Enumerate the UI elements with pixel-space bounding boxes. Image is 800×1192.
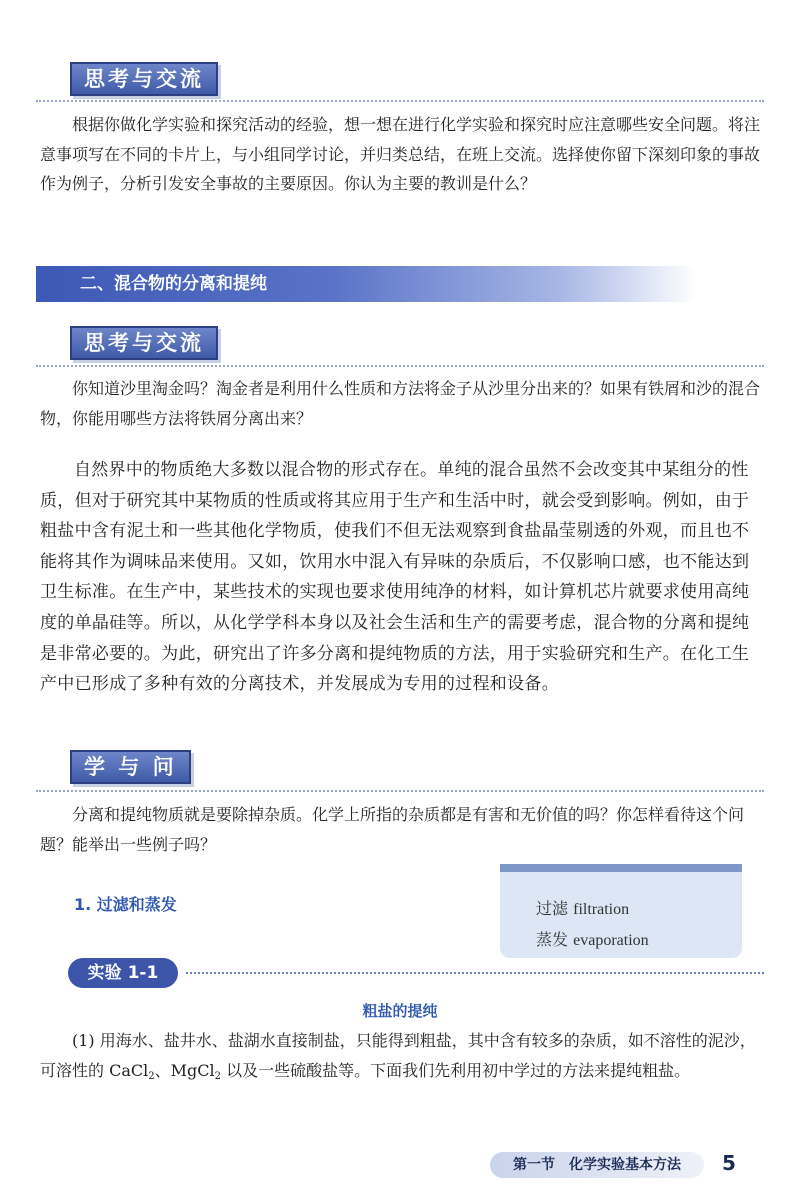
experiment-dotted-line bbox=[186, 972, 764, 974]
subsection-heading: 1. 过滤和蒸发 bbox=[74, 895, 177, 914]
footer-section-label: 第一节 化学实验基本方法 bbox=[490, 1152, 704, 1178]
page-number: 5 bbox=[722, 1151, 736, 1175]
learn-ask-text: 分离和提纯物质就是要除掉杂质。化学上所指的杂质都是有害和无价值的吗？你怎样看待这个问题？能举出一些例子吗？ bbox=[40, 805, 745, 854]
experiment-text-part: 、MgCl bbox=[154, 1060, 215, 1080]
think-discuss-text-2: 你知道沙里淘金吗？淘金者是利用什么性质和方法将金子从沙里分出来的？如果有铁屑和沙的混合物，你能用哪些方法将铁屑分离出来？ bbox=[40, 379, 761, 428]
learn-ask-label: 学 与 问 bbox=[70, 750, 191, 784]
experiment-text-part: (1) 用海水、盐井水、盐湖水直接制盐，只能得到粗盐，其中含有较多的杂质，如不溶性的泥沙，可溶性的 CaCl bbox=[40, 1031, 756, 1080]
think-discuss-label-1: 思考与交流 bbox=[70, 62, 218, 96]
think-discuss-text-1: 根据你做化学实验和探究活动的经验，想一想在进行化学实验和探究时应注意哪些安全问题。将注意事项写在不同的卡片上，与小组同学讨论，并归类总结，在班上交流。选择使你留下深刻印象的事故作为例子，分析引发安全事故的主要原因。你认为主要的教训是什么？ bbox=[40, 115, 761, 193]
subscript: 2 bbox=[214, 1070, 221, 1082]
vocabulary-box bbox=[500, 864, 742, 958]
think-discuss-label-2: 思考与交流 bbox=[70, 326, 218, 360]
vocab-cn: 过滤 bbox=[536, 899, 569, 918]
vocab-en: filtration bbox=[573, 901, 630, 918]
experiment-label: 实验 1-1 bbox=[68, 958, 178, 988]
experiment-title: 粗盐的提纯 bbox=[362, 1002, 438, 1020]
body-paragraph: 自然界中的物质绝大多数以混合物的形式存在。单纯的混合虽然不会改变其中某组分的性质，但对于研究其中某物质的性质或将其应用于生产和生活中时，就会受到影响。例如，由于粗盐中含有泥土和一些其他化学物质，使我们不但无法观察到食盐晶莹剔透的外观，而且也不能将其作为调味品来使用。又如，饮用水中混入有异味的杂质后，不仅影响口感，也不能达到卫生标准。在生产中，某些技术的实现也要求使用纯净的材料，如计算机芯片就要求使用高纯度的单晶硅等。所以，从化学学科本身以及社会生活和生产的需要考虑，混合物的分离和提纯是非常必要的。为此，研究出了许多分离和提纯物质的方法，用于实验研究和生产。在化工生产中已形成了多种有效的分离技术，并发展成为专用的过程和设备。 bbox=[40, 460, 750, 695]
vocab-item bbox=[536, 925, 742, 956]
experiment-text-part: 以及一些硫酸盐等。下面我们先利用初中学过的方法来提纯粗盐。 bbox=[220, 1060, 691, 1080]
dotted-divider-1 bbox=[36, 100, 764, 102]
vocab-en: evaporation bbox=[573, 932, 649, 949]
subscript: 2 bbox=[148, 1070, 155, 1082]
section-heading: 二、混合物的分离和提纯 bbox=[36, 266, 696, 302]
vocab-cn: 蒸发 bbox=[536, 930, 569, 949]
vocab-item bbox=[536, 894, 742, 925]
dotted-divider-2 bbox=[36, 365, 764, 367]
dotted-divider-3 bbox=[36, 790, 764, 792]
experiment-text bbox=[40, 1026, 762, 1085]
